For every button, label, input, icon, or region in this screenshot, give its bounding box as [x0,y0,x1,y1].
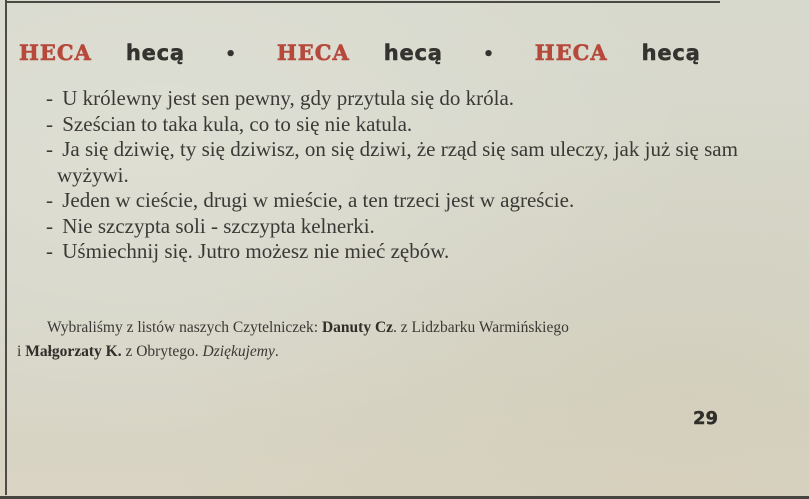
left-border-rule [5,0,7,495]
header-heca-lower-3: hecą [641,41,701,65]
page-number: 29 [693,408,719,429]
joke-text: Jeden w cieście, drugi w mieście, a ten trzeci jest w agreście. [62,188,575,212]
header-heca-upper-1: HECA [19,40,92,65]
jokes-list [46,86,746,265]
credits-name-2: Małgorzaty K. [25,343,122,360]
joke-item: - Jeden w cieście, drugi w mieście, a ten trzeci jest w agreście. [46,188,575,212]
section-header [19,40,719,76]
joke-item: - Sześcian to taka kula, co to się nie katula. [46,111,413,136]
header-heca-upper-3: HECA [534,40,608,65]
credits-after-name-1: . z Lidzbarku Warmińskiego [393,319,569,336]
reader-credits: Wybraliśmy z listów naszych Czytelniczek: Danuty Cz. z Lidzbarku Warmińskiego i Małgorzaty K. z Obrytego. Dziękujemy. [17,319,569,360]
credits-line2-prefix: i [17,343,26,360]
joke-item: - Uśmiechnij się. Jutro możesz nie mieć zębów. [46,239,450,263]
joke-text: Uśmiechnij się. Jutro możesz nie mieć zębów. [62,239,450,263]
joke-text: U królewny jest sen pewny, gdy przytula się do króla. [62,86,515,110]
credits-after-name-2: z Obrytego. [121,343,203,360]
joke-item: - Ja się dziwię, ty się dziwisz, on się dziwi, że rząd się sam uleczy, jak już się sam wyżywi. [46,137,738,187]
header-separator-2: • [482,44,495,65]
joke-item: - Nie szczypta soli - szczypta kelnerki. [46,213,375,238]
header-heca-lower-1: hecą [125,41,185,65]
credits-thanks: Dziękujemy [202,343,275,360]
credits-name-1: Danuty Cz [321,319,394,336]
joke-item: - U królewny jest sen pewny, gdy przytula się do króla. [46,86,515,110]
top-border-rule [5,1,720,3]
joke-text: Nie szczypta soli - szczypta kelnerki. [62,213,375,238]
joke-text: Sześcian to taka kula, co to się nie katula. [62,111,413,136]
credits-intro: Wybraliśmy z listów naszych Czytelniczek: [47,319,322,336]
header-heca-upper-2: HECA [276,40,350,65]
header-heca-lower-2: hecą [383,41,443,65]
header-separator-1: • [224,44,237,65]
joke-text: Ja się dziwię, ty się dziwisz, on się dziwi, że rząd się sam uleczy, jak już się sam wyżywi. [57,137,738,187]
